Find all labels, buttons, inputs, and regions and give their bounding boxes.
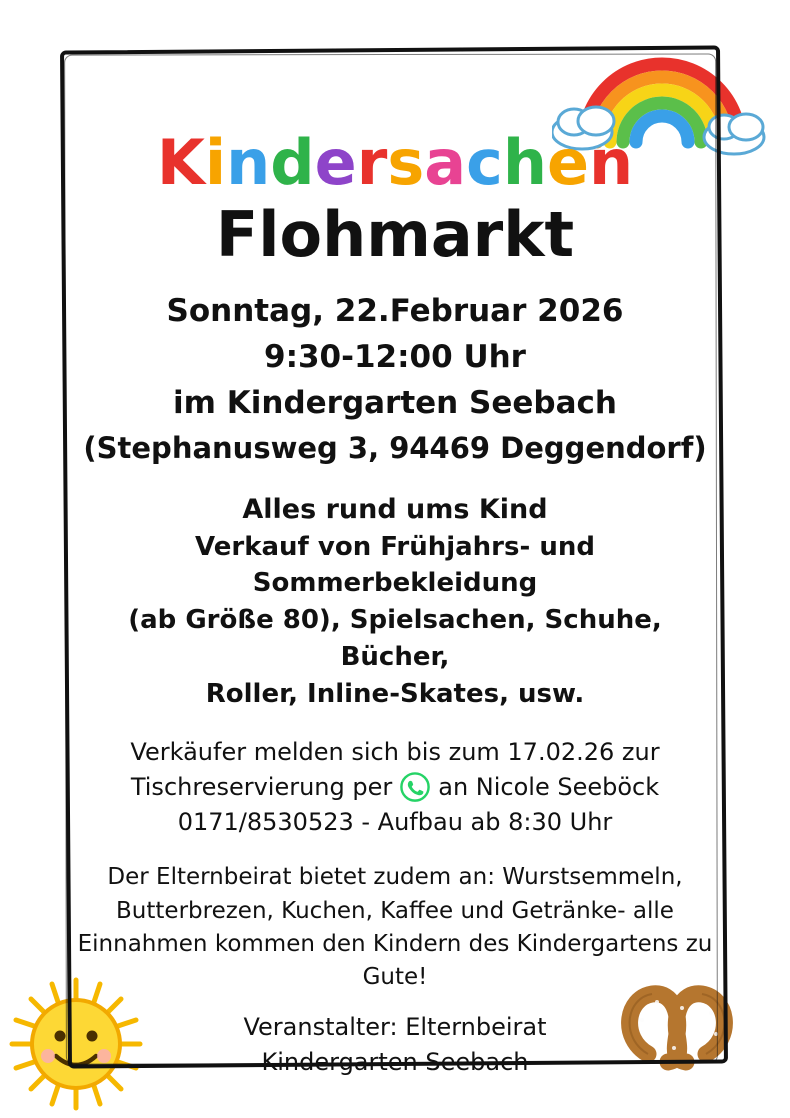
- goods-line-2: (ab Größe 80), Spielsachen, Schuhe, Bücher,: [128, 605, 662, 673]
- title-letter-4: e: [314, 126, 357, 199]
- offer-line-3: Einnahmen kommen den Kindern des Kindergartens zu: [77, 930, 713, 957]
- event-details: [74, 289, 716, 469]
- organizer-line-1: Veranstalter: Elternbeirat: [243, 1012, 547, 1041]
- title-letter-8: c: [466, 126, 503, 199]
- page-title-kindersachen: [74, 126, 716, 199]
- page-title-flohmarkt: Flohmarkt: [215, 198, 575, 271]
- event-place: im Kindergarten Seebach: [173, 384, 617, 421]
- offer-line-1: Der Elternbeirat bietet zudem an: Wurstsemmeln,: [107, 864, 683, 891]
- title-letter-11: n: [589, 126, 634, 199]
- organizer-section: [74, 1010, 716, 1080]
- section-heading: Alles rund ums Kind: [242, 493, 548, 525]
- seller-contact: [74, 770, 716, 805]
- title-letter-2: n: [226, 126, 271, 199]
- offer-section: [74, 861, 716, 993]
- poster-content: [74, 60, 716, 1076]
- seller-contact-name: an Nicole Seeböck: [438, 772, 660, 801]
- organizer-line-2: Kindergarten Seebach: [261, 1047, 529, 1076]
- seller-section: [74, 735, 716, 839]
- title-letter-0: K: [156, 126, 205, 199]
- goods-line-3: Roller, Inline-Skates, usw.: [205, 679, 585, 710]
- title-letter-1: i: [204, 126, 227, 199]
- goods-section: [74, 491, 716, 713]
- event-date: Sonntag, 22.Februar 2026: [166, 293, 624, 330]
- offer-line-2: Butterbrezen, Kuchen, Kaffee und Getränke- alle: [116, 897, 674, 924]
- seller-phone: 0171/8530523 - Aufbau ab 8:30 Uhr: [177, 807, 613, 836]
- whatsapp-icon: [400, 772, 430, 802]
- goods-line-1: Verkauf von Frühjahrs- und Sommerbekleidung: [195, 531, 595, 599]
- offer-line-4: Gute!: [362, 963, 428, 990]
- title-letter-6: s: [387, 126, 425, 199]
- title-letter-3: d: [270, 126, 315, 199]
- title-letter-7: a: [424, 126, 467, 199]
- seller-contact-prefix: Tischreservierung per: [130, 772, 393, 801]
- event-time: 9:30-12:00 Uhr: [264, 338, 526, 375]
- event-address: (Stephanusweg 3, 94469 Deggendorf): [83, 430, 707, 465]
- seller-deadline: Verkäufer melden sich bis zum 17.02.26 zur: [130, 738, 660, 767]
- title-letter-9: h: [502, 126, 547, 199]
- title-letter-5: r: [356, 126, 388, 199]
- title-letter-10: e: [546, 126, 590, 199]
